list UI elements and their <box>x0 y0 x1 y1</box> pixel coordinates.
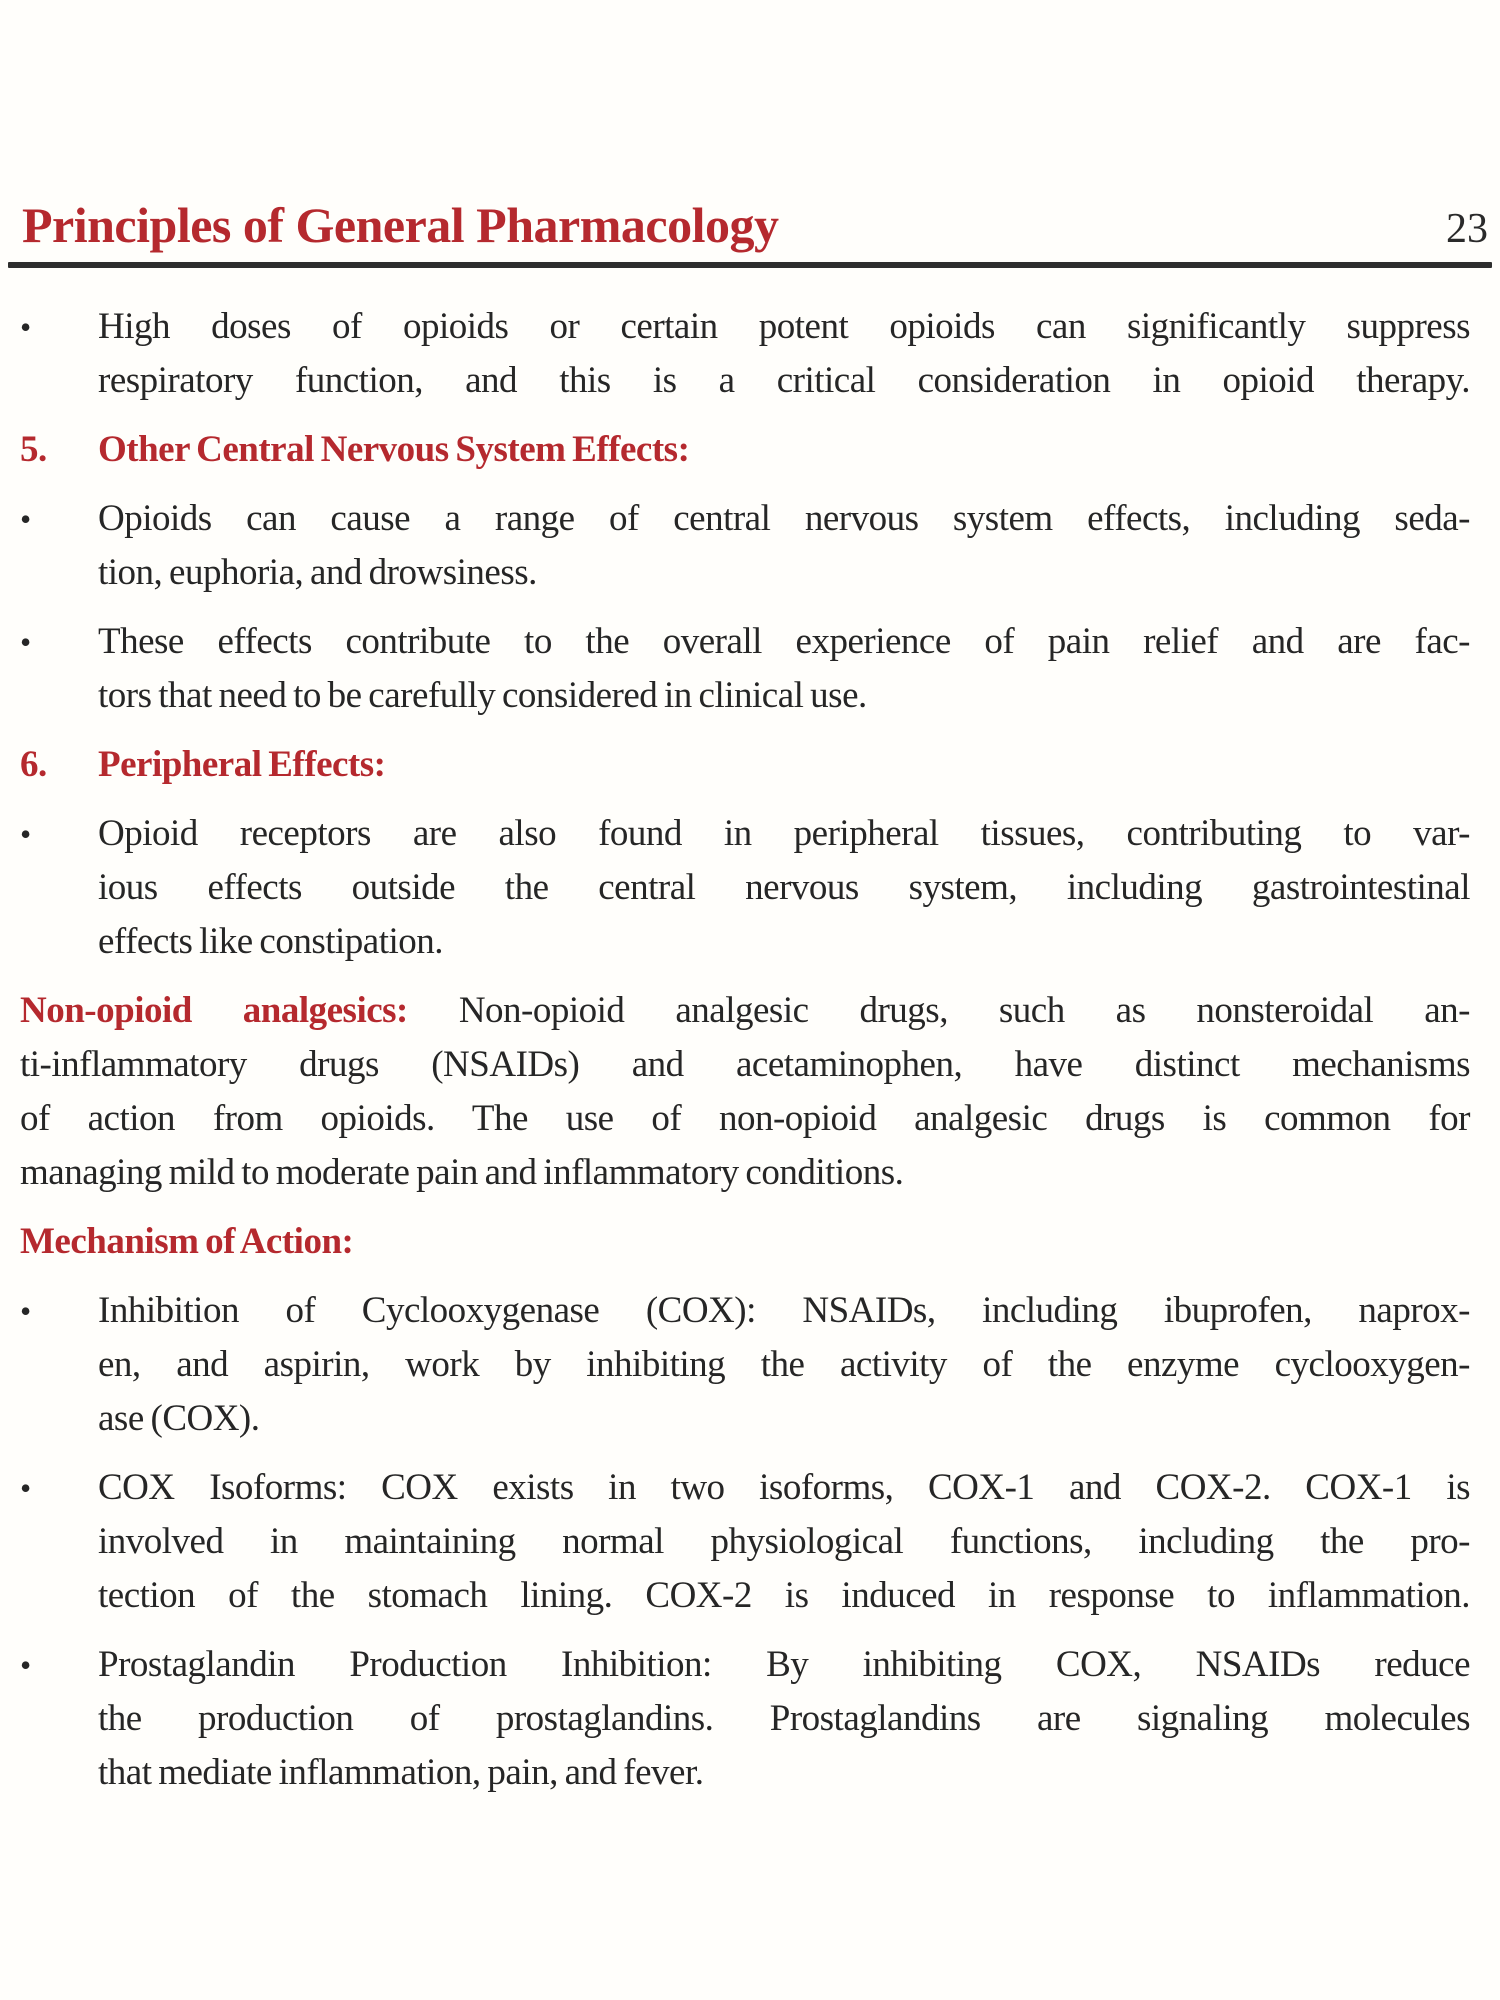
bullet-marker: • <box>20 1293 31 1329</box>
bullet-marker: • <box>20 816 31 852</box>
text-line: ious effects outside the central nervous system, including gastrointestinal <box>98 867 1470 908</box>
text-line: en, and aspirin, work by inhibiting the activity of the enzyme cyclooxygen- <box>98 1344 1470 1385</box>
item-number: 6. <box>20 744 47 785</box>
text-line: Opioids can cause a range of central nervous system effects, including seda- <box>98 498 1470 539</box>
bullet-block <box>20 807 1470 969</box>
bullet-marker: • <box>20 1470 31 1506</box>
numbered-block <box>20 423 1470 477</box>
header-rule <box>8 262 1492 268</box>
item-number: 5. <box>20 429 47 470</box>
bullet-block <box>20 300 1470 408</box>
page-title: Principles of General Pharmacology <box>22 197 779 253</box>
text-content <box>98 615 1470 723</box>
text-content <box>98 492 1470 600</box>
text-line: ti-inflammatory drugs (NSAIDs) and acetaminophen, have distinct mechanisms <box>20 1044 1470 1085</box>
text-line: of action from opioids. The use of non-opioid analgesic drugs is common for <box>20 1098 1470 1139</box>
text-line: involved in maintaining normal physiological functions, including the pro- <box>98 1521 1470 1562</box>
bullet-block <box>20 1461 1470 1623</box>
text-line: tection of the stomach lining. COX-2 is induced in response to inflammation. <box>98 1575 1470 1616</box>
red-lead-text: Non-opioid analgesics: <box>20 990 408 1031</box>
text-line: These effects contribute to the overall experience of pain relief and are fac- <box>98 621 1470 662</box>
text-line: Non-opioid analgesics: Non-opioid analgesic drugs, such as nonsteroidal an- <box>20 990 1471 1031</box>
text-line: tion, euphoria, and drowsiness. <box>98 552 537 593</box>
bullet-block <box>20 1638 1470 1800</box>
text-content <box>98 807 1470 969</box>
bullet-marker: • <box>20 309 31 345</box>
text-content <box>98 1461 1470 1623</box>
text-content <box>98 1284 1470 1446</box>
page-content <box>20 300 1470 1815</box>
paragraph-block <box>20 984 1470 1200</box>
text-line: that mediate inflammation, pain, and fever. <box>98 1752 704 1793</box>
text-content <box>98 300 1470 408</box>
heading-block <box>20 1215 1470 1269</box>
text-line: COX Isoforms: COX exists in two isoforms, COX-1 and COX-2. COX-1 is <box>98 1467 1470 1508</box>
bullet-marker: • <box>20 1647 31 1683</box>
text-line: effects like constipation. <box>98 921 444 962</box>
text-line: Opioid receptors are also found in peripheral tissues, contributing to var- <box>98 813 1470 854</box>
bullet-marker: • <box>20 501 31 537</box>
text-line: tors that need to be carefully considered in clinical use. <box>98 675 867 716</box>
numbered-block <box>20 738 1470 792</box>
page-number: 23 <box>1446 206 1488 252</box>
text-line: High doses of opioids or certain potent opioids can significantly suppress <box>98 306 1470 347</box>
section-heading: Mechanism of Action: <box>20 1221 354 1262</box>
text-line: Prostaglandin Production Inhibition: By inhibiting COX, NSAIDs reduce <box>98 1644 1470 1685</box>
bullet-marker: • <box>20 624 31 660</box>
text-line: Inhibition of Cyclooxygenase (COX): NSAIDs, including ibuprofen, naprox- <box>98 1290 1470 1331</box>
text-line: managing mild to moderate pain and inflammatory conditions. <box>20 1152 904 1193</box>
bullet-block <box>20 615 1470 723</box>
text-line: respiratory function, and this is a critical consideration in opioid therapy. <box>98 360 1470 401</box>
section-heading: Peripheral Effects: <box>98 744 386 785</box>
page-header <box>22 196 1488 254</box>
section-heading: Other Central Nervous System Effects: <box>98 429 690 470</box>
bullet-block <box>20 1284 1470 1446</box>
text-content <box>20 984 1470 1200</box>
text-content <box>98 1638 1470 1800</box>
text-line: ase (COX). <box>98 1398 260 1439</box>
bullet-block <box>20 492 1470 600</box>
text-line: the production of prostaglandins. Prostaglandins are signaling molecules <box>98 1698 1470 1739</box>
